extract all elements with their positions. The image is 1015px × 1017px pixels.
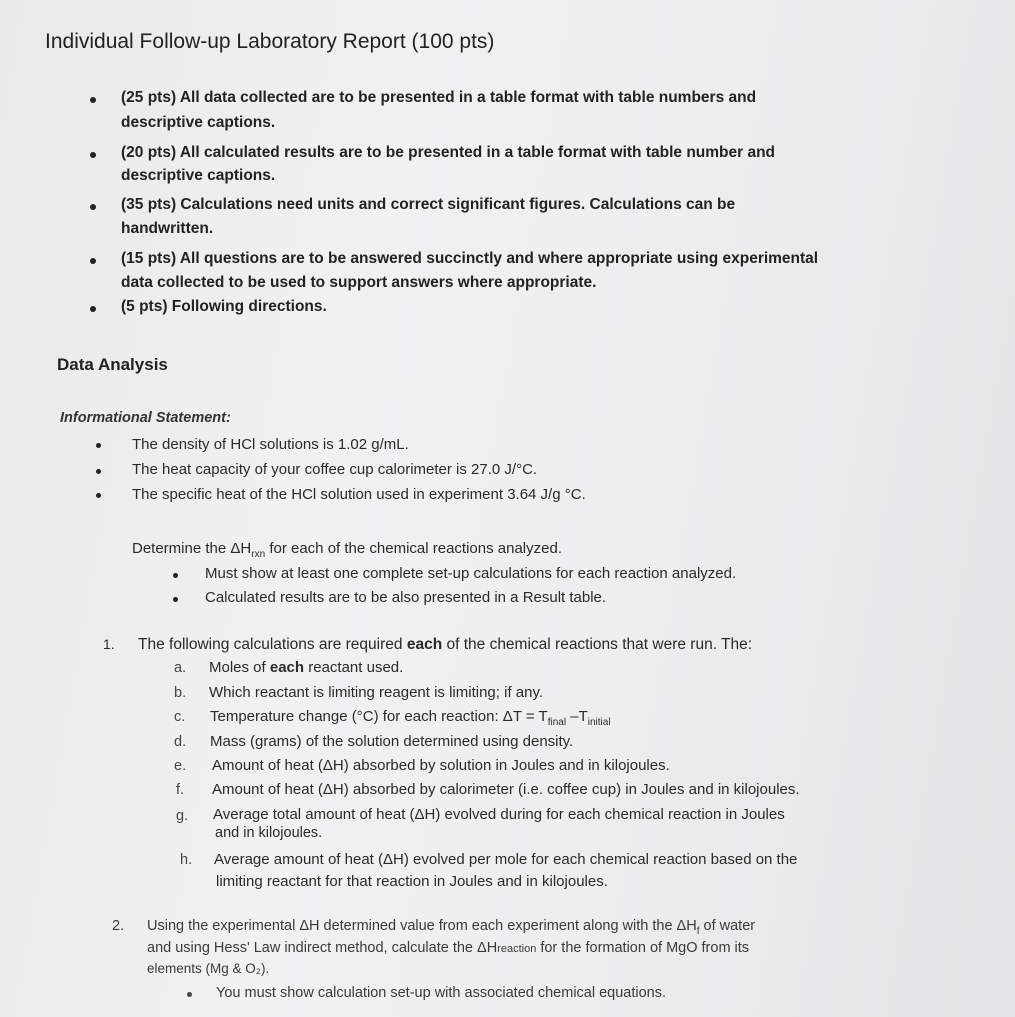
bullet-icon [96, 443, 101, 448]
sub-item-b: Which reactant is limiting reagent is limiting; if any. [209, 684, 544, 701]
sub-item-h-line-2: limiting reactant for that reaction in Joules and in kilojoules. [216, 873, 608, 890]
sub-item-d: Mass (grams) of the solution determined using density. [210, 733, 574, 750]
bullet-icon [187, 992, 192, 997]
sub-letter: b. [174, 685, 187, 701]
requirement-2-line-2: descriptive captions. [121, 167, 276, 184]
requirement-1-line-1: (25 pts) All data collected are to be presented in a table format with table numbers and [121, 89, 757, 106]
bullet-icon [96, 493, 101, 498]
question-2-number: 2. [112, 918, 125, 934]
requirement-5-line-1: (5 pts) Following directions. [121, 298, 327, 315]
sub-item-g-line-2: and in kilojoules. [215, 825, 323, 841]
requirement-4-line-1: (15 pts) All questions are to be answered succinctly and where appropriate using experimental [121, 250, 819, 267]
page-title: Individual Follow-up Laboratory Report (100 pts) [45, 30, 495, 53]
requirement-3-line-1: (35 pts) Calculations need units and correct significant figures. Calculations can be [121, 196, 736, 213]
sub-letter: e. [174, 758, 187, 774]
requirement-1-line-2: descriptive captions. [121, 114, 276, 131]
question-2-line-2: and using Hess' Law indirect method, calculate the ΔHreaction for the formation of MgO from its [147, 940, 750, 956]
determine-instruction: Determine the $\Delta H_{rxn}$ for each of the chemical reactions analyzed. [132, 540, 562, 560]
sub-item-f: Amount of heat (ΔH) absorbed by calorimeter (i.e. coffee cup) in Joules and in kilojoules. [212, 781, 800, 798]
requirement-2-line-1: (20 pts) All calculated results are to be presented in a table format with table number and [121, 144, 776, 161]
bullet-icon [90, 97, 96, 103]
sub-letter: g. [176, 808, 189, 824]
question-2-line-1: Using the experimental ΔH determined value from each experiment along with the $\Delta H_f$ of water [147, 918, 756, 937]
bullet-icon [90, 152, 96, 158]
sub-letter: c. [174, 709, 186, 725]
sub-item-g-line-1: Average total amount of heat (ΔH) evolved during for each chemical reaction in Joules [213, 806, 785, 823]
info-item: The density of HCl solutions is 1.02 g/mL. [132, 436, 409, 453]
info-item: The specific heat of the HCl solution used in experiment 3.64 J/g °C. [132, 486, 586, 503]
question-1-number: 1. [103, 636, 115, 652]
bullet-icon [96, 469, 101, 474]
sub-item-h-line-1: Average amount of heat (ΔH) evolved per mole for each chemical reaction based on the [214, 851, 798, 868]
question-2-line-3: elements (Mg & O₂). [147, 961, 270, 976]
question-1-text: The following calculations are required each of the chemical reactions that were run. The: [138, 636, 753, 653]
bullet-icon [90, 306, 96, 312]
sub-letter: d. [174, 734, 187, 750]
informational-statement-heading: Informational Statement: [60, 410, 231, 426]
bullet-icon [173, 597, 178, 602]
sub-letter: f. [176, 782, 185, 798]
sub-item-e: Amount of heat (ΔH) absorbed by solution in Joules and in kilojoules. [212, 757, 670, 774]
sub-letter: a. [174, 660, 187, 676]
requirement-4-line-2: data collected to be used to support answers where appropriate. [121, 274, 597, 291]
determine-item: Calculated results are to be also presented in a Result table. [205, 589, 607, 606]
sub-item-c: Temperature change (°C) for each reaction: $\Delta T = T_{final}$ $-T_{initial}$ [210, 708, 611, 728]
bullet-icon [173, 573, 178, 578]
bullet-icon [90, 204, 96, 210]
question-2-note: You must show calculation set-up with associated chemical equations. [216, 985, 667, 1001]
bullet-icon [90, 258, 96, 264]
requirement-3-line-2: handwritten. [121, 220, 214, 237]
sub-letter: h. [180, 852, 193, 868]
info-item: The heat capacity of your coffee cup calorimeter is 27.0 J/°C. [132, 461, 538, 478]
sub-item-a: Moles of each reactant used. [209, 659, 404, 676]
section-heading: Data Analysis [57, 355, 168, 374]
determine-item: Must show at least one complete set-up calculations for each reaction analyzed. [205, 565, 737, 582]
